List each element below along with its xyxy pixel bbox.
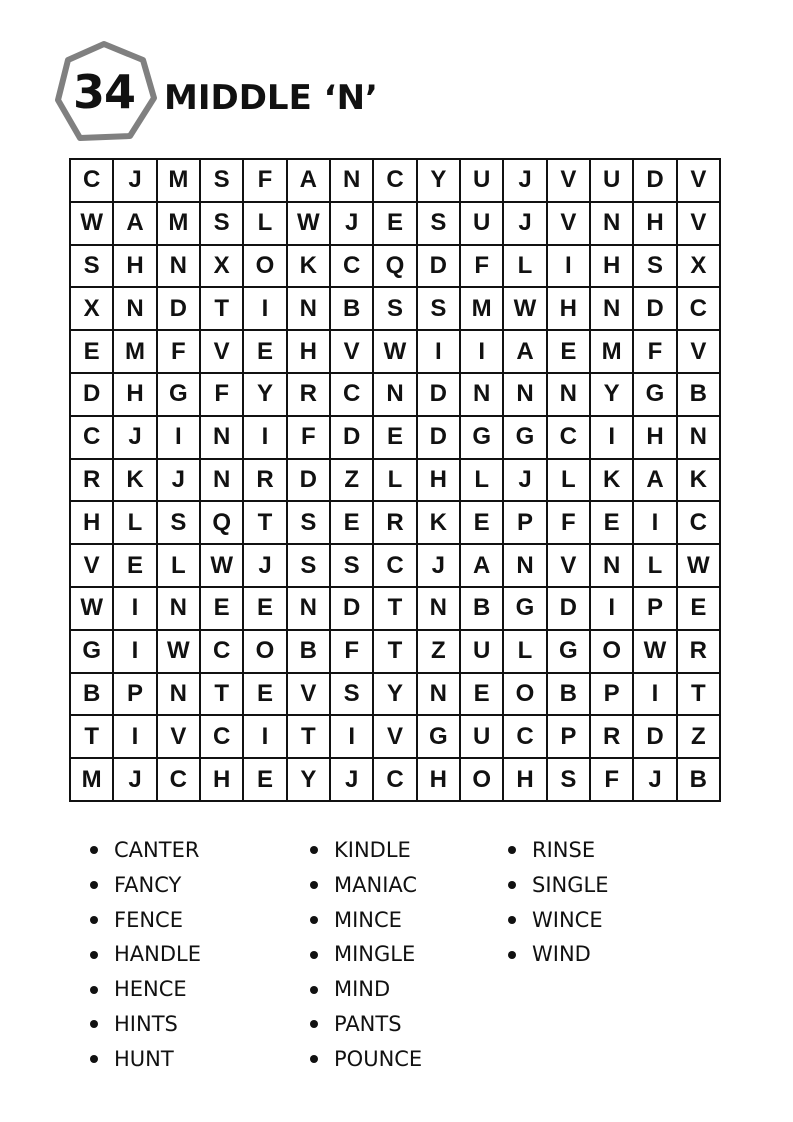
word-label: POUNCE <box>334 1046 423 1071</box>
grid-cell[interactable]: J <box>244 545 287 588</box>
bullet-icon <box>508 846 516 854</box>
grid-cell[interactable]: Y <box>374 674 417 717</box>
word-label: MANIAC <box>334 872 418 897</box>
grid-cell[interactable]: W <box>374 331 417 374</box>
word-list-item <box>508 833 708 868</box>
bullet-icon <box>90 846 98 854</box>
word-list-item <box>90 868 310 903</box>
grid-cell[interactable]: L <box>158 545 201 588</box>
grid-cell[interactable]: E <box>71 331 114 374</box>
grid-cell[interactable]: N <box>591 545 634 588</box>
grid-cell[interactable]: S <box>634 246 677 289</box>
grid-cell[interactable]: G <box>548 631 591 674</box>
grid-cell[interactable]: T <box>244 502 287 545</box>
grid-cell[interactable]: N <box>288 588 331 631</box>
grid-cell[interactable]: K <box>591 460 634 503</box>
grid-cell[interactable]: B <box>331 288 374 331</box>
grid-cell[interactable]: N <box>331 160 374 203</box>
grid-cell[interactable]: L <box>504 631 547 674</box>
grid-cell[interactable]: H <box>418 460 461 503</box>
grid-cell[interactable]: I <box>114 588 157 631</box>
grid-cell[interactable]: N <box>548 374 591 417</box>
grid-cell[interactable]: I <box>114 716 157 759</box>
grid-cell[interactable]: U <box>591 160 634 203</box>
grid-cell[interactable]: A <box>288 160 331 203</box>
bullet-icon <box>90 916 98 924</box>
grid-cell[interactable]: N <box>504 374 547 417</box>
grid-cell[interactable]: N <box>201 460 244 503</box>
bullet-icon <box>310 1020 318 1028</box>
grid-cell[interactable]: J <box>331 759 374 802</box>
grid-cell[interactable]: H <box>634 417 677 460</box>
grid-cell[interactable]: D <box>158 288 201 331</box>
grid-cell[interactable]: O <box>591 631 634 674</box>
grid-cell[interactable]: U <box>461 160 504 203</box>
grid-cell[interactable]: F <box>331 631 374 674</box>
word-list-column <box>508 833 708 1077</box>
word-list-item <box>90 1042 310 1077</box>
grid-cell[interactable]: D <box>418 417 461 460</box>
grid-cell[interactable]: M <box>114 331 157 374</box>
grid-cell[interactable]: G <box>461 417 504 460</box>
word-list-column <box>310 833 508 1077</box>
grid-cell[interactable]: N <box>114 288 157 331</box>
word-list-item <box>310 937 508 972</box>
grid-cell[interactable]: N <box>158 246 201 289</box>
grid-cell[interactable]: D <box>331 417 374 460</box>
word-label: MINGLE <box>334 942 416 967</box>
grid-cell[interactable]: U <box>461 716 504 759</box>
grid-cell[interactable]: L <box>461 460 504 503</box>
grid-cell[interactable]: N <box>504 545 547 588</box>
puzzle-number-badge <box>54 40 158 144</box>
grid-cell[interactable]: R <box>374 502 417 545</box>
grid-cell[interactable]: E <box>244 331 287 374</box>
grid-cell[interactable]: Y <box>288 759 331 802</box>
grid-cell[interactable]: K <box>288 246 331 289</box>
word-label: HUNT <box>114 1046 174 1071</box>
grid-cell[interactable]: N <box>591 203 634 246</box>
grid-cell[interactable]: L <box>504 246 547 289</box>
grid-cell[interactable]: T <box>201 674 244 717</box>
grid-cell[interactable]: J <box>114 417 157 460</box>
grid-cell[interactable]: C <box>71 160 114 203</box>
grid-cell[interactable]: J <box>331 203 374 246</box>
grid-cell[interactable]: I <box>591 417 634 460</box>
grid-cell[interactable]: S <box>288 545 331 588</box>
grid-cell[interactable]: N <box>158 588 201 631</box>
grid-cell[interactable]: B <box>548 674 591 717</box>
grid-cell[interactable]: C <box>158 759 201 802</box>
word-list-item <box>90 1007 310 1042</box>
grid-cell[interactable]: M <box>461 288 504 331</box>
grid-cell[interactable]: E <box>114 545 157 588</box>
word-list-item <box>508 937 708 972</box>
grid-cell[interactable]: J <box>504 160 547 203</box>
bullet-icon <box>310 1055 318 1063</box>
grid-cell[interactable]: S <box>418 203 461 246</box>
grid-cell[interactable]: W <box>158 631 201 674</box>
grid-cell[interactable]: R <box>288 374 331 417</box>
grid-cell[interactable]: Z <box>418 631 461 674</box>
grid-cell[interactable]: D <box>548 588 591 631</box>
grid-cell[interactable]: F <box>461 246 504 289</box>
grid-cell[interactable]: D <box>71 374 114 417</box>
grid-cell[interactable]: S <box>418 288 461 331</box>
word-list-item <box>310 833 508 868</box>
grid-cell[interactable]: T <box>71 716 114 759</box>
word-label: WIND <box>532 942 591 967</box>
grid-cell[interactable]: Y <box>591 374 634 417</box>
grid-cell[interactable]: E <box>548 331 591 374</box>
grid-cell[interactable]: N <box>418 674 461 717</box>
bullet-icon <box>90 986 98 994</box>
word-list-item <box>310 1042 508 1077</box>
grid-cell[interactable]: I <box>331 716 374 759</box>
bullet-icon <box>508 951 516 959</box>
grid-cell[interactable]: X <box>678 246 721 289</box>
word-list-item <box>90 972 310 1007</box>
grid-cell[interactable]: I <box>461 331 504 374</box>
grid-cell[interactable]: I <box>158 417 201 460</box>
grid-cell[interactable]: I <box>634 502 677 545</box>
grid-cell[interactable]: H <box>114 246 157 289</box>
grid-cell[interactable]: F <box>548 502 591 545</box>
grid-cell[interactable]: C <box>201 631 244 674</box>
grid-cell[interactable]: H <box>504 759 547 802</box>
grid-cell[interactable]: Z <box>331 460 374 503</box>
word-label: FENCE <box>114 907 183 932</box>
grid-cell[interactable]: W <box>634 631 677 674</box>
grid-cell[interactable]: I <box>634 674 677 717</box>
bullet-icon <box>90 1055 98 1063</box>
word-label: HINTS <box>114 1011 178 1036</box>
word-label: CANTER <box>114 838 200 862</box>
grid-cell[interactable]: M <box>158 203 201 246</box>
grid-cell[interactable]: E <box>331 502 374 545</box>
grid-cell[interactable]: O <box>461 759 504 802</box>
bullet-icon <box>90 1020 98 1028</box>
grid-cell[interactable]: V <box>288 674 331 717</box>
grid-cell[interactable]: L <box>244 203 287 246</box>
grid-cell[interactable]: N <box>158 674 201 717</box>
grid-cell[interactable]: F <box>288 417 331 460</box>
word-list-item <box>310 903 508 938</box>
grid-cell[interactable]: L <box>374 460 417 503</box>
grid-cell[interactable]: M <box>591 331 634 374</box>
word-list-item <box>310 868 508 903</box>
grid-cell[interactable]: G <box>504 588 547 631</box>
grid-cell[interactable]: M <box>158 160 201 203</box>
grid-cell[interactable]: R <box>244 460 287 503</box>
bullet-icon <box>508 881 516 889</box>
grid-cell[interactable]: A <box>461 545 504 588</box>
grid-cell[interactable]: D <box>634 288 677 331</box>
word-list-item <box>90 833 310 868</box>
grid-cell[interactable]: P <box>548 716 591 759</box>
grid-cell[interactable]: V <box>548 160 591 203</box>
grid-cell[interactable]: C <box>504 716 547 759</box>
word-label: WINCE <box>532 907 603 932</box>
grid-cell[interactable]: V <box>158 716 201 759</box>
grid-cell[interactable]: N <box>374 374 417 417</box>
word-list-item <box>90 903 310 938</box>
grid-cell[interactable]: E <box>244 588 287 631</box>
grid-cell[interactable]: O <box>244 631 287 674</box>
word-list-column <box>90 833 310 1077</box>
grid-cell[interactable]: I <box>548 246 591 289</box>
grid-cell[interactable]: Y <box>418 160 461 203</box>
word-label: HANDLE <box>114 942 202 967</box>
grid-cell[interactable]: C <box>678 502 721 545</box>
word-search-grid <box>69 158 721 802</box>
grid-cell[interactable]: V <box>678 331 721 374</box>
grid-cell[interactable]: A <box>114 203 157 246</box>
grid-cell[interactable]: X <box>71 288 114 331</box>
grid-cell[interactable]: Q <box>374 246 417 289</box>
grid-cell[interactable]: W <box>71 588 114 631</box>
grid-cell[interactable]: B <box>288 631 331 674</box>
grid-cell[interactable]: F <box>634 331 677 374</box>
grid-cell[interactable]: L <box>634 545 677 588</box>
grid-cell[interactable]: H <box>548 288 591 331</box>
grid-cell[interactable]: V <box>374 716 417 759</box>
grid-cell[interactable]: D <box>634 160 677 203</box>
grid-cell[interactable]: K <box>418 502 461 545</box>
grid-cell[interactable]: N <box>201 417 244 460</box>
grid-cell[interactable]: H <box>591 246 634 289</box>
grid-cell[interactable]: G <box>71 631 114 674</box>
grid-cell[interactable]: B <box>461 588 504 631</box>
grid-cell[interactable]: V <box>201 331 244 374</box>
grid-cell[interactable]: V <box>678 203 721 246</box>
grid-cell[interactable]: S <box>331 545 374 588</box>
grid-cell[interactable]: D <box>331 588 374 631</box>
grid-cell[interactable]: D <box>418 374 461 417</box>
grid-cell[interactable]: O <box>504 674 547 717</box>
grid-cell[interactable]: W <box>201 545 244 588</box>
grid-cell[interactable]: G <box>504 417 547 460</box>
word-label: FANCY <box>114 872 182 897</box>
grid-cell[interactable]: V <box>71 545 114 588</box>
bullet-icon <box>310 986 318 994</box>
grid-cell[interactable]: D <box>288 460 331 503</box>
grid-cell[interactable]: T <box>374 631 417 674</box>
bullet-icon <box>310 881 318 889</box>
grid-cell[interactable]: E <box>244 674 287 717</box>
grid-cell[interactable]: C <box>331 246 374 289</box>
grid-cell[interactable]: Q <box>201 502 244 545</box>
grid-cell[interactable]: P <box>591 674 634 717</box>
grid-cell[interactable]: B <box>678 759 721 802</box>
grid-cell[interactable]: T <box>288 716 331 759</box>
word-label: MIND <box>334 977 391 1002</box>
bullet-icon <box>310 951 318 959</box>
bullet-icon <box>508 916 516 924</box>
grid-cell[interactable]: T <box>374 588 417 631</box>
grid-cell[interactable]: R <box>678 631 721 674</box>
grid-cell[interactable]: E <box>374 203 417 246</box>
grid-cell[interactable]: G <box>634 374 677 417</box>
word-label: HENCE <box>114 977 187 1002</box>
word-list-item <box>310 1007 508 1042</box>
grid-cell[interactable]: J <box>504 460 547 503</box>
grid-cell[interactable]: O <box>244 246 287 289</box>
grid-cell[interactable]: W <box>504 288 547 331</box>
grid-cell[interactable]: S <box>331 674 374 717</box>
grid-cell[interactable]: V <box>678 160 721 203</box>
grid-cell[interactable]: E <box>591 502 634 545</box>
grid-cell[interactable]: I <box>244 417 287 460</box>
grid-cell[interactable]: N <box>461 374 504 417</box>
grid-cell[interactable]: J <box>634 759 677 802</box>
grid-cell[interactable]: X <box>201 246 244 289</box>
grid-cell[interactable]: C <box>548 417 591 460</box>
grid-cell[interactable]: L <box>548 460 591 503</box>
grid-cell[interactable]: I <box>418 331 461 374</box>
grid-cell[interactable]: H <box>71 502 114 545</box>
grid-cell[interactable]: C <box>678 288 721 331</box>
word-label: MINCE <box>334 907 402 932</box>
grid-cell[interactable]: J <box>158 460 201 503</box>
grid-cell[interactable]: I <box>591 588 634 631</box>
grid-cell[interactable]: P <box>114 674 157 717</box>
grid-cell[interactable]: N <box>288 288 331 331</box>
grid-cell[interactable]: J <box>114 759 157 802</box>
puzzle-number: 34 <box>72 65 135 119</box>
grid-cell[interactable]: B <box>678 374 721 417</box>
grid-cell[interactable]: K <box>678 460 721 503</box>
grid-cell[interactable]: S <box>201 203 244 246</box>
word-label: KINDLE <box>334 838 411 862</box>
grid-cell[interactable]: H <box>418 759 461 802</box>
grid-cell[interactable]: F <box>158 331 201 374</box>
word-label: RINSE <box>532 838 596 862</box>
grid-cell[interactable]: T <box>201 288 244 331</box>
bullet-icon <box>90 951 98 959</box>
grid-cell[interactable]: F <box>591 759 634 802</box>
grid-cell[interactable]: W <box>678 545 721 588</box>
grid-cell[interactable]: C <box>331 374 374 417</box>
grid-cell[interactable]: I <box>114 631 157 674</box>
grid-cell[interactable]: F <box>201 374 244 417</box>
grid-cell[interactable]: F <box>244 160 287 203</box>
grid-cell[interactable]: V <box>548 545 591 588</box>
grid-cell[interactable]: E <box>461 674 504 717</box>
grid-cell[interactable]: E <box>678 588 721 631</box>
grid-cell[interactable]: L <box>114 502 157 545</box>
grid-cell[interactable]: I <box>244 288 287 331</box>
word-list <box>90 833 730 1077</box>
grid-cell[interactable]: E <box>374 417 417 460</box>
bullet-icon <box>310 846 318 854</box>
bullet-icon <box>90 881 98 889</box>
grid-cell[interactable]: B <box>71 674 114 717</box>
grid-cell[interactable]: J <box>114 160 157 203</box>
grid-cell[interactable]: M <box>71 759 114 802</box>
grid-cell[interactable]: S <box>288 502 331 545</box>
grid-cell[interactable]: U <box>461 203 504 246</box>
puzzle-header <box>54 40 754 144</box>
grid-cell[interactable]: P <box>504 502 547 545</box>
grid-cell[interactable]: P <box>634 588 677 631</box>
grid-cell[interactable]: H <box>288 331 331 374</box>
word-list-item <box>508 903 708 938</box>
grid-cell[interactable]: D <box>634 716 677 759</box>
grid-cell[interactable]: A <box>504 331 547 374</box>
grid-cell[interactable]: C <box>374 545 417 588</box>
grid-cell[interactable]: J <box>504 203 547 246</box>
grid-cell[interactable]: H <box>634 203 677 246</box>
grid-cell[interactable]: H <box>114 374 157 417</box>
grid-cell[interactable]: U <box>461 631 504 674</box>
grid-cell[interactable]: W <box>71 203 114 246</box>
grid-cell[interactable]: C <box>374 759 417 802</box>
grid-cell[interactable]: S <box>374 288 417 331</box>
grid-cell[interactable]: N <box>678 417 721 460</box>
grid-cell[interactable]: C <box>374 160 417 203</box>
grid-cell[interactable]: W <box>288 203 331 246</box>
puzzle-title: MIDDLE ‘N’ <box>164 78 378 118</box>
grid-cell[interactable]: V <box>331 331 374 374</box>
grid-cell[interactable]: R <box>71 460 114 503</box>
word-list-item <box>508 868 708 903</box>
grid-cell[interactable]: S <box>201 160 244 203</box>
grid-cell[interactable]: T <box>678 674 721 717</box>
grid-cell[interactable]: G <box>158 374 201 417</box>
word-list-item <box>90 937 310 972</box>
grid-cell[interactable]: S <box>71 246 114 289</box>
grid-cell[interactable]: V <box>548 203 591 246</box>
grid-cell[interactable]: N <box>418 588 461 631</box>
grid-cell[interactable]: E <box>461 502 504 545</box>
grid-cell[interactable]: E <box>201 588 244 631</box>
grid-cell[interactable]: S <box>548 759 591 802</box>
grid-cell[interactable]: E <box>244 759 287 802</box>
grid-cell[interactable]: R <box>591 716 634 759</box>
grid-cell[interactable]: Z <box>678 716 721 759</box>
grid-cell[interactable]: Y <box>244 374 287 417</box>
grid-cell[interactable]: J <box>418 545 461 588</box>
bullet-icon <box>310 916 318 924</box>
grid-cell[interactable]: K <box>114 460 157 503</box>
word-label: PANTS <box>334 1011 402 1036</box>
grid-cell[interactable]: G <box>418 716 461 759</box>
grid-cell[interactable]: D <box>418 246 461 289</box>
grid-cell[interactable]: C <box>71 417 114 460</box>
grid-cell[interactable]: S <box>158 502 201 545</box>
word-label: SINGLE <box>532 872 609 897</box>
word-list-item <box>310 972 508 1007</box>
grid-cell[interactable]: A <box>634 460 677 503</box>
grid-cell[interactable]: C <box>201 716 244 759</box>
grid-cell[interactable]: I <box>244 716 287 759</box>
grid-cell[interactable]: N <box>591 288 634 331</box>
grid-cell[interactable]: H <box>201 759 244 802</box>
